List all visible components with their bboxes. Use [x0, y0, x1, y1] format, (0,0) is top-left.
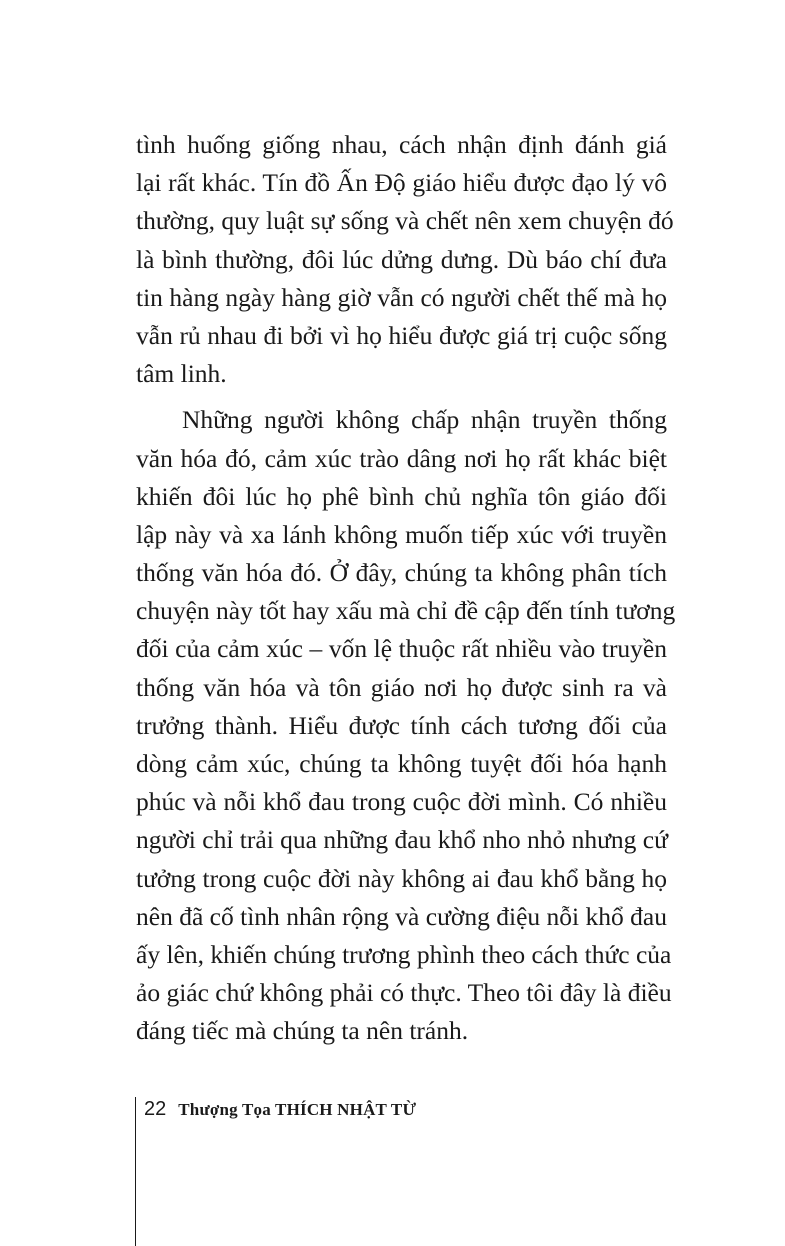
- text-line: thường, quy luật sự sống và chết nên xem chuyện đó: [136, 206, 674, 236]
- text-line: nên đã cố tình nhân rộng và cường điệu nỗi khổ đau: [136, 901, 667, 931]
- page-number: 22: [144, 1098, 167, 1120]
- text-line: chuyện này tốt hay xấu mà chỉ đề cập đến tính tương: [136, 596, 676, 626]
- text-line: tâm linh.: [136, 359, 227, 389]
- text-line: tình huống giống nhau, cách nhận định đánh giá: [136, 130, 667, 159]
- text-line: thống văn hóa và tôn giáo nơi họ được sinh ra và: [136, 672, 667, 702]
- text-line: là bình thường, đôi lúc dửng dưng. Dù báo chí đưa: [136, 244, 667, 274]
- text-line: đáng tiếc mà chúng ta nên tránh.: [136, 1016, 469, 1046]
- text-line: người chỉ trải qua những đau khổ nho nhỏ nhưng cứ: [136, 825, 668, 855]
- paragraph-gap: [136, 393, 667, 401]
- paragraph-2: [136, 401, 676, 1050]
- running-head: Thượng Tọa THÍCH NHẬT TỪ: [178, 1100, 417, 1119]
- text-line: thống văn hóa đó. Ở đây, chúng ta không phân tích: [136, 558, 667, 588]
- text-line: phúc và nỗi khổ đau trong cuộc đời mình. Có nhiều: [136, 787, 667, 817]
- text-line: Những người không chấp nhận truyền thống: [182, 405, 667, 435]
- paragraph-1: [136, 126, 674, 393]
- text-line: tin hàng ngày hàng giờ vẫn có người chết thế mà họ: [136, 282, 667, 312]
- text-line: vẫn rủ nhau đi bởi vì họ hiểu được giá trị cuộc sống: [136, 320, 667, 350]
- page-body: [136, 126, 676, 1051]
- text-line: ấy lên, khiến chúng trương phình theo cách thức của: [136, 939, 672, 969]
- text-line: đối của cảm xúc – vốn lệ thuộc rất nhiều vào truyền: [136, 634, 667, 664]
- text-line: lại rất khác. Tín đồ Ấn Độ giáo hiểu được đạo lý vô: [136, 168, 667, 198]
- text-line: ảo giác chứ không phải có thực. Theo tôi đây là điều: [136, 978, 672, 1008]
- text-line: dòng cảm xúc, chúng ta không tuyệt đối hóa hạnh: [136, 749, 667, 778]
- text-line: lập này và xa lánh không muốn tiếp xúc với truyền: [136, 519, 667, 549]
- text-line: trưởng thành. Hiểu được tính cách tương đối của: [136, 710, 667, 740]
- text-line: văn hóa đó, cảm xúc trào dâng nơi họ rất khác biệt: [136, 443, 667, 473]
- text-line: khiến đôi lúc họ phê bình chủ nghĩa tôn giáo đối: [136, 481, 667, 511]
- text-line: tưởng trong cuộc đời này không ai đau khổ bằng họ: [136, 863, 667, 893]
- page-footer: [135, 1097, 417, 1246]
- footer-text: [144, 1098, 416, 1121]
